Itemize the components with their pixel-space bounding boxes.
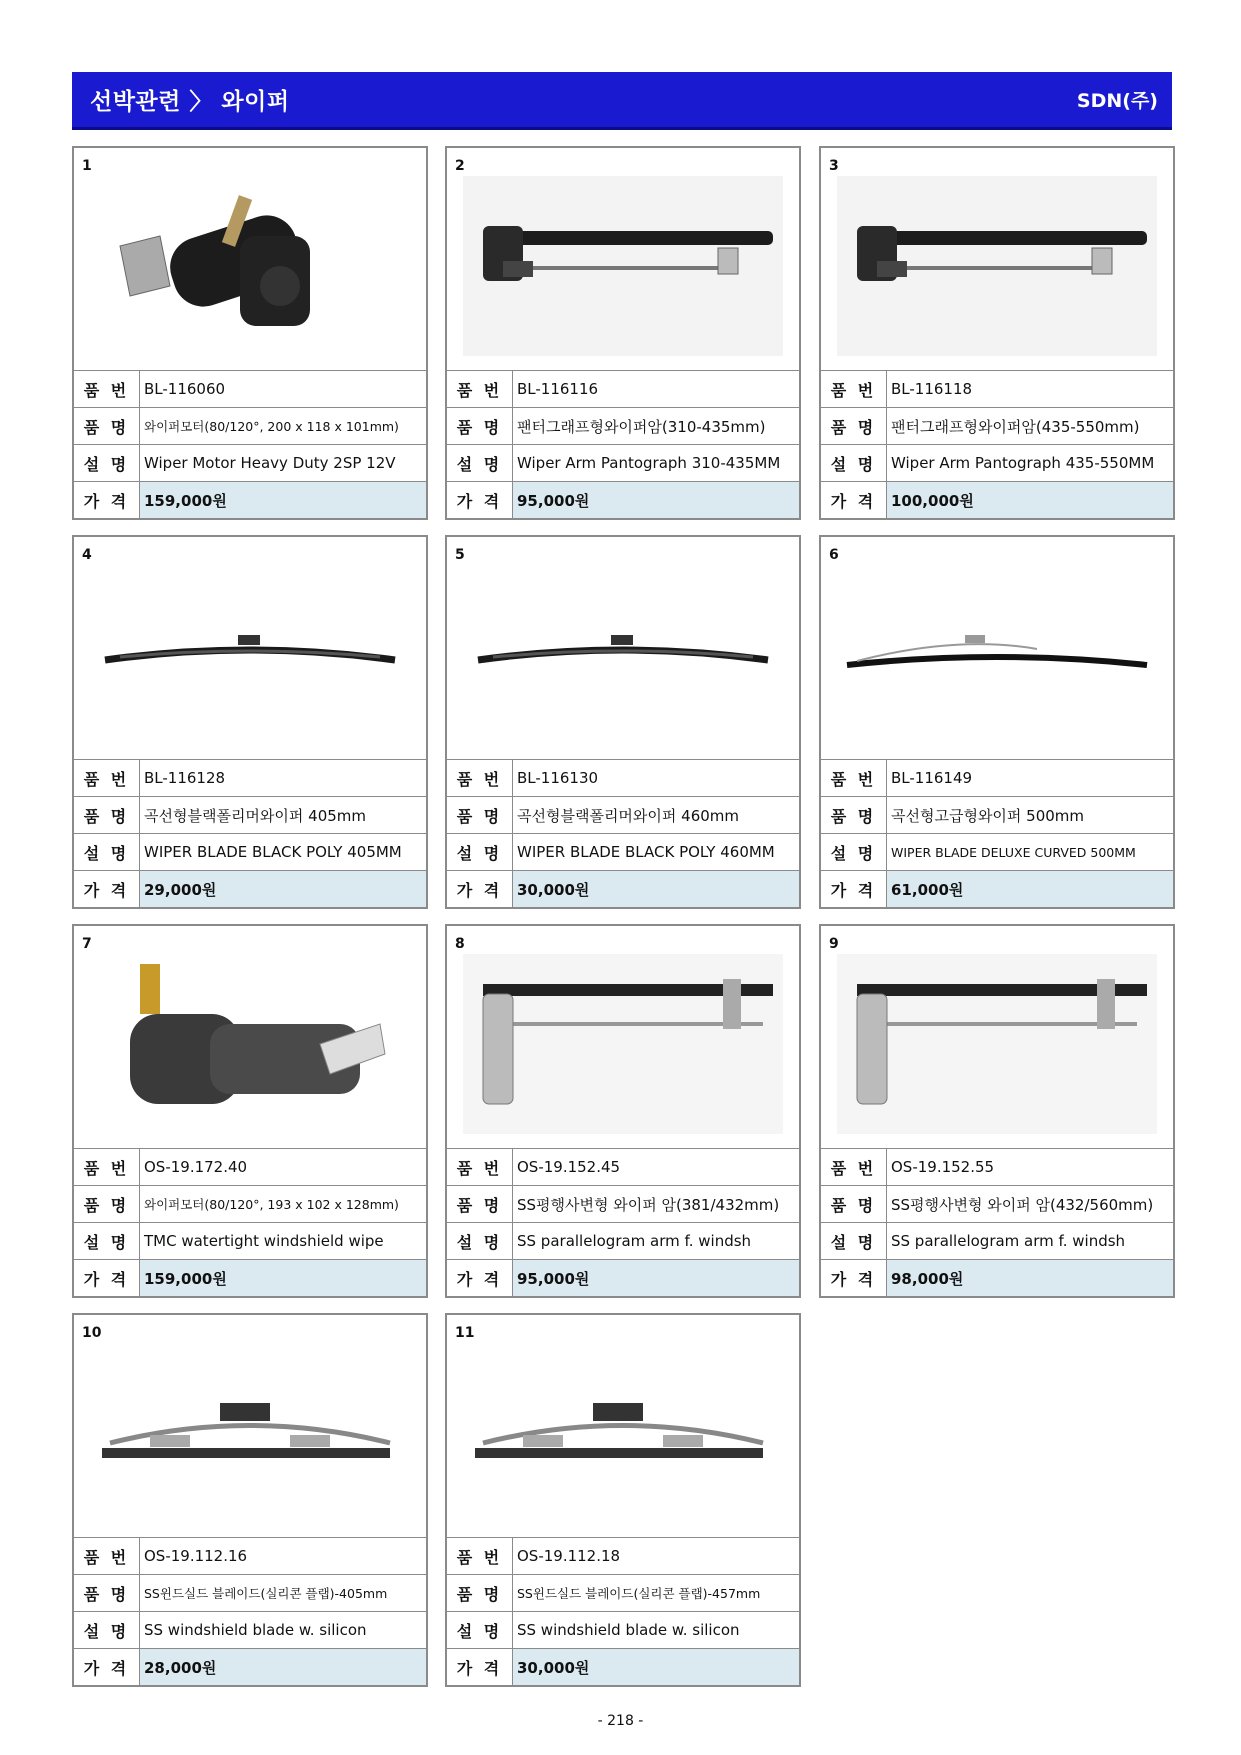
product-photo-area — [821, 537, 1173, 760]
price-row — [74, 482, 426, 518]
name-row — [447, 797, 799, 834]
price-row — [821, 1260, 1173, 1296]
product-number: 7 — [82, 936, 92, 952]
part-no-label: 품 번 — [447, 371, 513, 407]
part-no-value: BL-116116 — [517, 380, 599, 398]
part-no-label: 품 번 — [74, 1538, 140, 1574]
name-label: 품 명 — [74, 408, 140, 444]
name-value: 곡선형블랙폴리머와이퍼 405mm — [144, 806, 367, 825]
product-card — [445, 924, 801, 1298]
part-no-value: OS-19.152.45 — [517, 1158, 621, 1176]
desc-row — [74, 834, 426, 871]
product-number: 1 — [82, 158, 92, 174]
desc-label: 설 명 — [821, 445, 887, 481]
product-image — [837, 954, 1157, 1134]
name-label: 품 명 — [447, 408, 513, 444]
product-photo-area — [821, 926, 1173, 1149]
name-label: 품 명 — [74, 1575, 140, 1611]
product-card — [445, 535, 801, 909]
price-value: 98,000원 — [887, 1260, 1173, 1296]
product-photo-area — [821, 148, 1173, 371]
brand-name: SDN(주) — [1076, 90, 1158, 112]
product-photo-area — [447, 926, 799, 1149]
product-image — [463, 565, 783, 745]
price-row — [821, 871, 1173, 907]
desc-label: 설 명 — [74, 834, 140, 870]
price-value: 30,000원 — [513, 1649, 799, 1685]
part-no-value: OS-19.112.16 — [144, 1547, 248, 1565]
part-no-row — [447, 371, 799, 408]
product-number: 11 — [455, 1325, 475, 1341]
name-row — [74, 408, 426, 445]
product-photo-area — [447, 537, 799, 760]
product-photo-area — [74, 537, 426, 760]
desc-value: SS parallelogram arm f. windsh — [891, 1232, 1126, 1250]
desc-value: TMC watertight windshield wipe — [144, 1232, 384, 1250]
price-label: 가 격 — [74, 1260, 140, 1296]
price-label: 가 격 — [821, 482, 887, 518]
desc-value: Wiper Arm Pantograph 310-435MM — [517, 454, 781, 472]
desc-value: SS windshield blade w. silicon — [517, 1621, 740, 1639]
name-row — [821, 408, 1173, 445]
product-image — [90, 565, 410, 745]
desc-row — [74, 1612, 426, 1649]
desc-label: 설 명 — [447, 1223, 513, 1259]
price-row — [821, 482, 1173, 518]
desc-value: WIPER BLADE DELUXE CURVED 500MM — [891, 844, 1136, 860]
product-number: 3 — [829, 158, 839, 174]
name-value: SS윈드실드 블레이드(실리콘 플랩)-405mm — [144, 1586, 388, 1601]
name-value: SS평행사변형 와이퍼 암(381/432mm) — [517, 1195, 780, 1214]
part-no-label: 품 번 — [74, 1149, 140, 1185]
name-value: 곡선형블랙폴리머와이퍼 460mm — [517, 806, 740, 825]
price-row — [447, 1649, 799, 1685]
part-no-label: 품 번 — [447, 1149, 513, 1185]
part-no-row — [74, 371, 426, 408]
desc-row — [447, 1223, 799, 1260]
price-label: 가 격 — [821, 871, 887, 907]
name-label: 품 명 — [821, 1186, 887, 1222]
product-number: 9 — [829, 936, 839, 952]
name-value: 팬터그래프형와이퍼암(435-550mm) — [891, 417, 1140, 436]
product-image — [837, 176, 1157, 356]
part-no-row — [447, 1538, 799, 1575]
part-no-row — [447, 1149, 799, 1186]
price-value: 95,000원 — [513, 1260, 799, 1296]
product-card — [72, 535, 428, 909]
desc-value: SS windshield blade w. silicon — [144, 1621, 367, 1639]
price-label: 가 격 — [447, 871, 513, 907]
name-value: 와이퍼모터(80/120°, 200 x 118 x 101mm) — [144, 419, 399, 434]
name-label: 품 명 — [74, 1186, 140, 1222]
desc-value: WIPER BLADE BLACK POLY 460MM — [517, 843, 775, 861]
price-label: 가 격 — [447, 482, 513, 518]
price-value: 61,000원 — [887, 871, 1173, 907]
product-number: 6 — [829, 547, 839, 563]
part-no-label: 품 번 — [74, 760, 140, 796]
price-row — [447, 482, 799, 518]
name-label: 품 명 — [821, 408, 887, 444]
name-row — [447, 1186, 799, 1223]
product-photo-area — [74, 148, 426, 371]
part-no-value: BL-116149 — [891, 769, 973, 787]
price-label: 가 격 — [447, 1649, 513, 1685]
desc-value: Wiper Motor Heavy Duty 2SP 12V — [144, 454, 396, 472]
part-no-label: 품 번 — [821, 371, 887, 407]
page-title: 선박관련 〉 와이퍼 — [90, 89, 290, 115]
price-label: 가 격 — [74, 1649, 140, 1685]
product-card — [819, 924, 1175, 1298]
part-no-row — [74, 1149, 426, 1186]
price-value: 159,000원 — [140, 1260, 426, 1296]
desc-label: 설 명 — [74, 1612, 140, 1648]
product-card — [819, 146, 1175, 520]
product-photo-area — [447, 148, 799, 371]
product-number: 5 — [455, 547, 465, 563]
price-value: 30,000원 — [513, 871, 799, 907]
product-number: 10 — [82, 1325, 102, 1341]
part-no-value: OS-19.112.18 — [517, 1547, 621, 1565]
desc-label: 설 명 — [74, 1223, 140, 1259]
price-row — [74, 871, 426, 907]
name-row — [447, 408, 799, 445]
name-label: 품 명 — [74, 797, 140, 833]
product-card — [72, 1313, 428, 1687]
part-no-row — [74, 1538, 426, 1575]
name-label: 품 명 — [447, 1186, 513, 1222]
part-no-value: OS-19.172.40 — [144, 1158, 248, 1176]
price-label: 가 격 — [74, 482, 140, 518]
price-label: 가 격 — [447, 1260, 513, 1296]
name-value: SS평행사변형 와이퍼 암(432/560mm) — [891, 1195, 1154, 1214]
part-no-row — [821, 1149, 1173, 1186]
name-row — [447, 1575, 799, 1612]
product-photo-area — [447, 1315, 799, 1538]
price-row — [447, 871, 799, 907]
desc-label: 설 명 — [821, 1223, 887, 1259]
product-card — [72, 924, 428, 1298]
part-no-value: BL-116130 — [517, 769, 599, 787]
part-no-row — [821, 760, 1173, 797]
name-value: 팬터그래프형와이퍼암(310-435mm) — [517, 417, 766, 436]
desc-label: 설 명 — [821, 834, 887, 870]
desc-row — [447, 1612, 799, 1649]
product-card — [445, 146, 801, 520]
part-no-row — [821, 371, 1173, 408]
desc-label: 설 명 — [74, 445, 140, 481]
desc-row — [74, 1223, 426, 1260]
desc-row — [447, 445, 799, 482]
price-row — [74, 1260, 426, 1296]
price-value: 100,000원 — [887, 482, 1173, 518]
product-card — [819, 535, 1175, 909]
product-number: 4 — [82, 547, 92, 563]
name-value: SS윈드실드 블레이드(실리콘 플랩)-457mm — [517, 1586, 761, 1601]
desc-label: 설 명 — [447, 445, 513, 481]
name-row — [74, 797, 426, 834]
price-row — [74, 1649, 426, 1685]
part-no-row — [447, 760, 799, 797]
product-photo-area — [74, 926, 426, 1149]
part-no-value: BL-116060 — [144, 380, 226, 398]
desc-row — [821, 445, 1173, 482]
product-image — [90, 1343, 410, 1523]
part-no-label: 품 번 — [447, 760, 513, 796]
product-photo-area — [74, 1315, 426, 1538]
desc-row — [447, 834, 799, 871]
name-label: 품 명 — [821, 797, 887, 833]
part-no-label: 품 번 — [821, 760, 887, 796]
part-no-label: 품 번 — [447, 1538, 513, 1574]
product-image — [463, 1343, 783, 1523]
desc-value: SS parallelogram arm f. windsh — [517, 1232, 752, 1250]
desc-label: 설 명 — [447, 834, 513, 870]
desc-row — [74, 445, 426, 482]
desc-row — [821, 1223, 1173, 1260]
desc-value: WIPER BLADE BLACK POLY 405MM — [144, 843, 402, 861]
name-label: 품 명 — [447, 1575, 513, 1611]
desc-label: 설 명 — [447, 1612, 513, 1648]
price-value: 95,000원 — [513, 482, 799, 518]
price-value: 29,000원 — [140, 871, 426, 907]
name-value: 와이퍼모터(80/120°, 193 x 102 x 128mm) — [144, 1197, 399, 1212]
price-row — [447, 1260, 799, 1296]
page-number: - 218 - — [597, 1713, 644, 1729]
part-no-label: 품 번 — [74, 371, 140, 407]
part-no-value: BL-116118 — [891, 380, 973, 398]
product-image — [463, 954, 783, 1134]
product-number: 2 — [455, 158, 465, 174]
name-row — [74, 1186, 426, 1223]
desc-value: Wiper Arm Pantograph 435-550MM — [891, 454, 1155, 472]
product-card — [72, 146, 428, 520]
name-row — [821, 1186, 1173, 1223]
product-image — [837, 565, 1157, 745]
part-no-row — [74, 760, 426, 797]
price-value: 28,000원 — [140, 1649, 426, 1685]
name-row — [821, 797, 1173, 834]
price-label: 가 격 — [74, 871, 140, 907]
desc-row — [821, 834, 1173, 871]
product-image — [463, 176, 783, 356]
part-no-value: BL-116128 — [144, 769, 226, 787]
product-card — [445, 1313, 801, 1687]
product-number: 8 — [455, 936, 465, 952]
name-label: 품 명 — [447, 797, 513, 833]
price-label: 가 격 — [821, 1260, 887, 1296]
price-value: 159,000원 — [140, 482, 426, 518]
name-row — [74, 1575, 426, 1612]
product-image — [90, 954, 410, 1134]
part-no-label: 품 번 — [821, 1149, 887, 1185]
header-bar — [72, 72, 1172, 130]
product-image — [90, 176, 410, 356]
part-no-value: OS-19.152.55 — [891, 1158, 995, 1176]
name-value: 곡선형고급형와이퍼 500mm — [891, 806, 1085, 825]
